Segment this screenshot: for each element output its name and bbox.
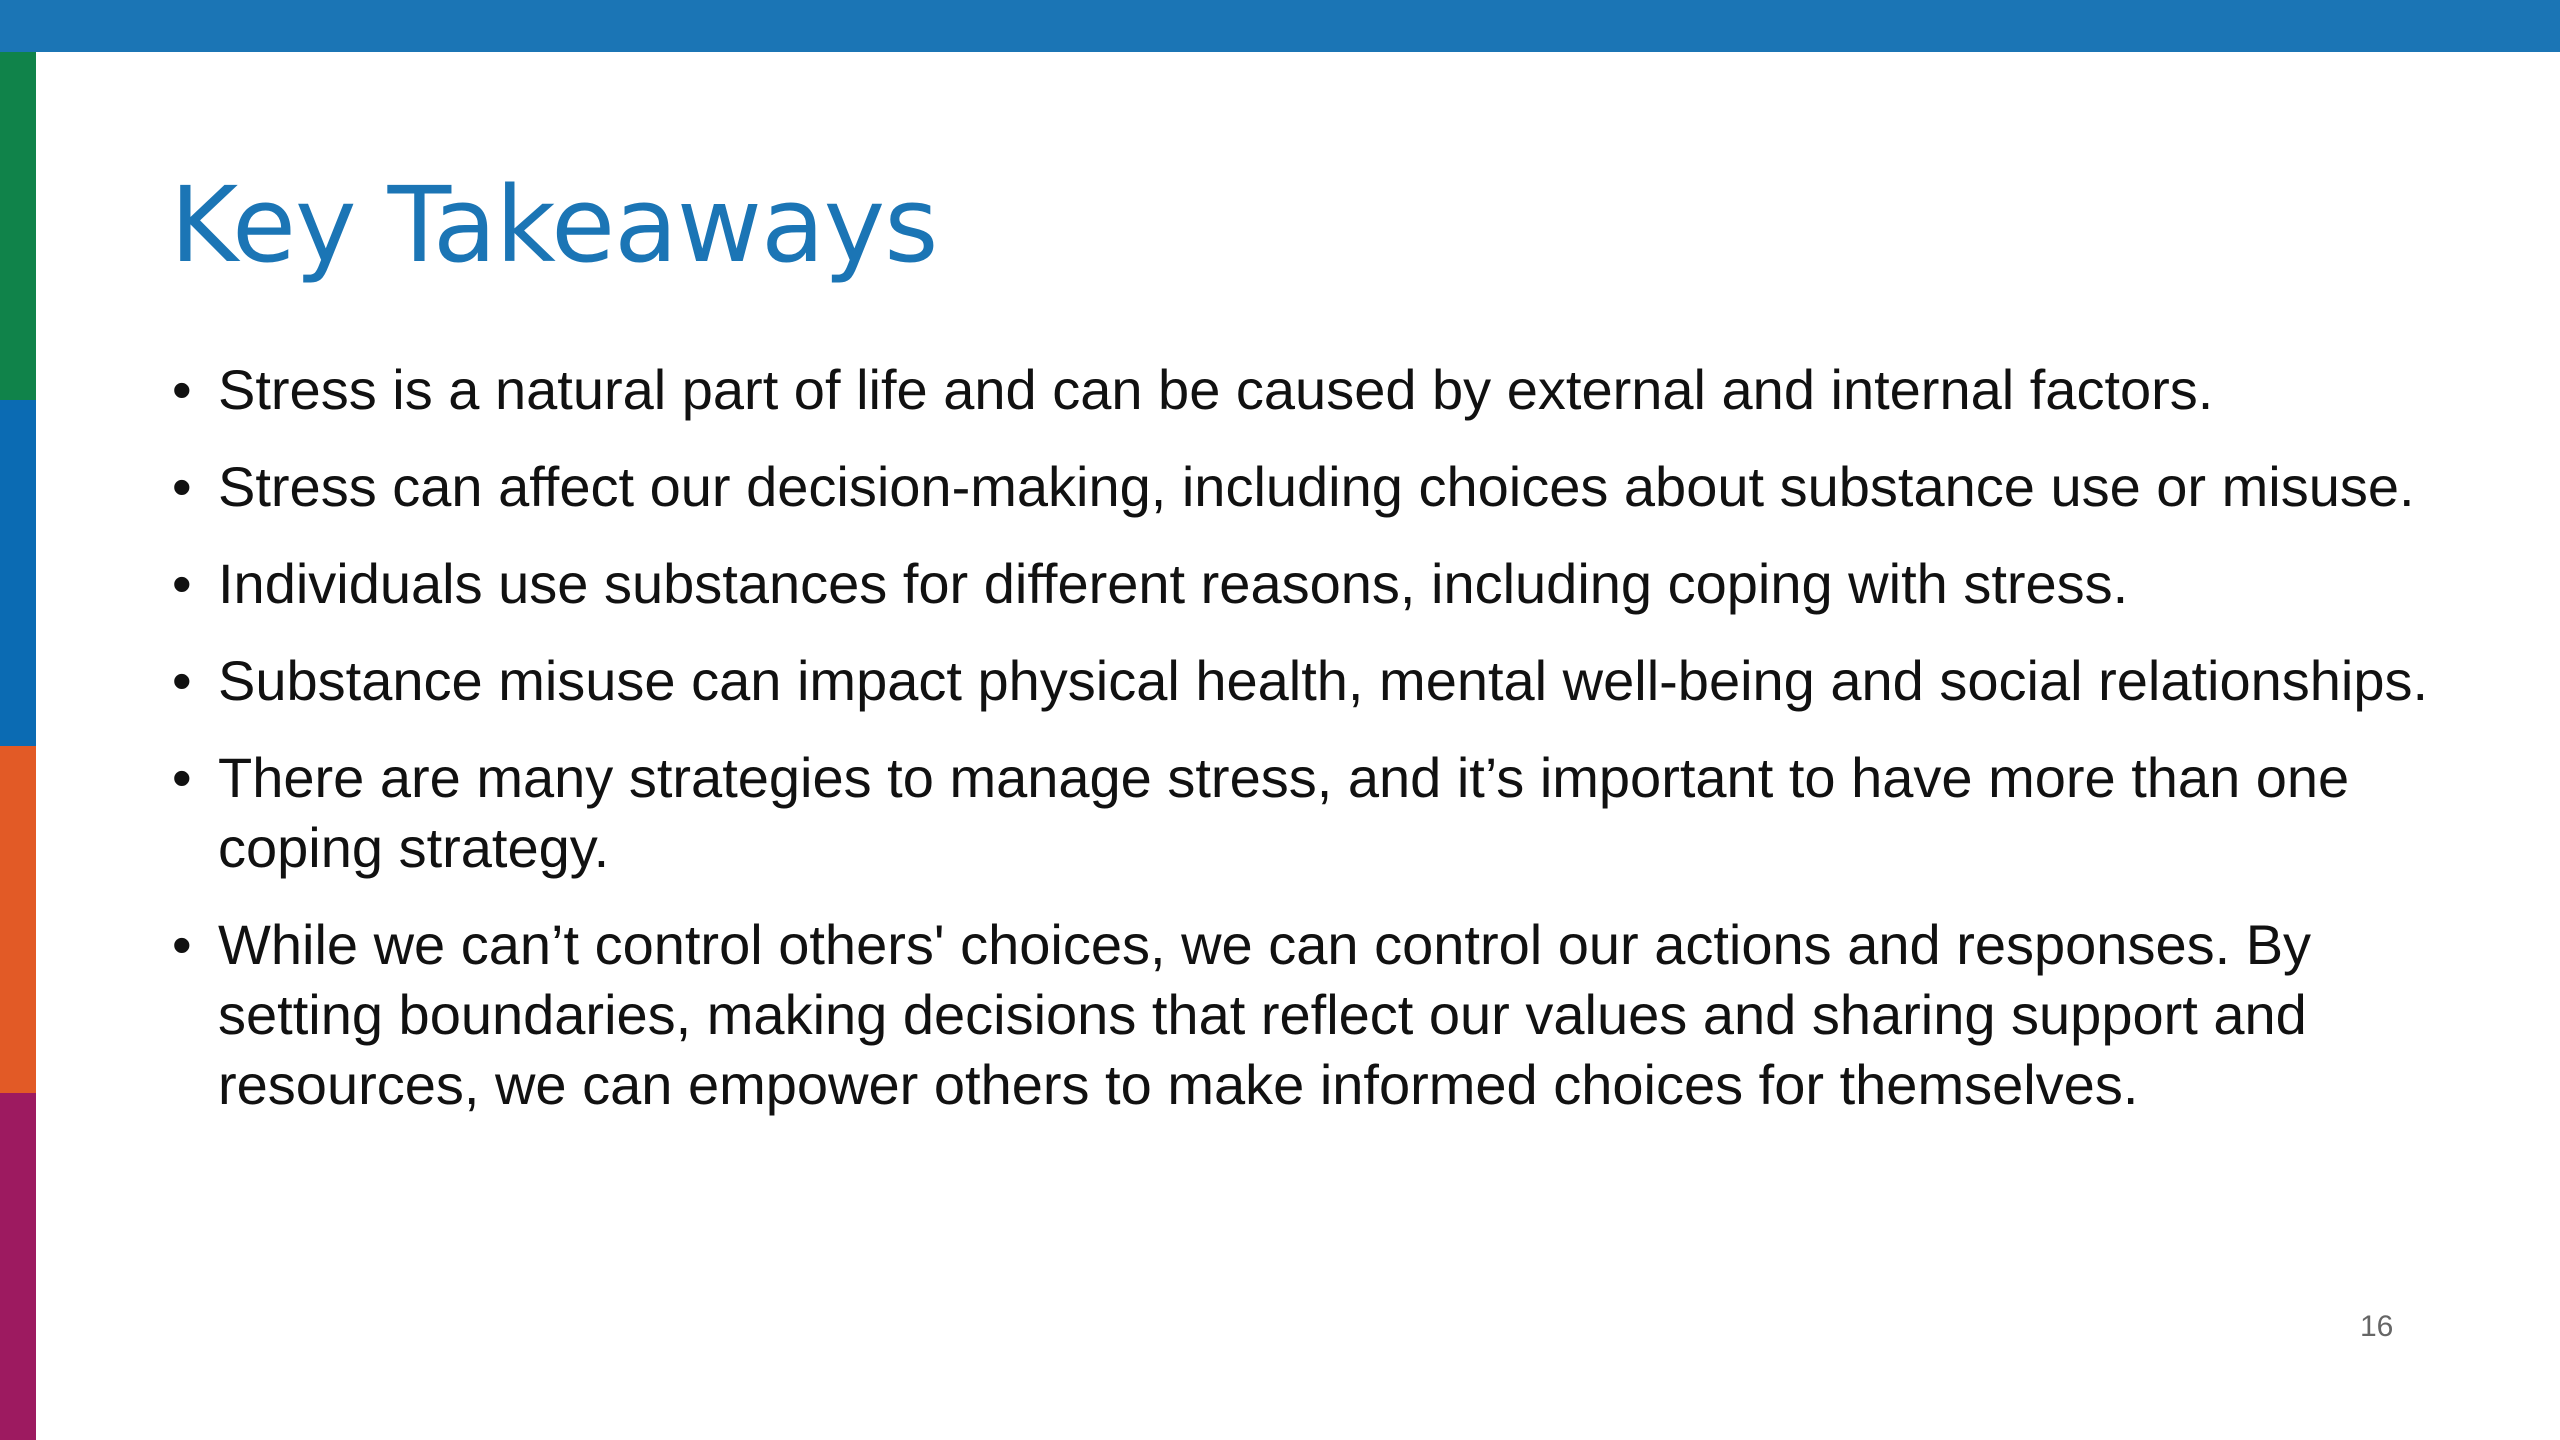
side-strip-magenta xyxy=(0,1093,36,1440)
bullet-item xyxy=(170,910,2470,1120)
page-number: 16 xyxy=(2360,1310,2394,1343)
bullet-text: There are many strategies to manage stress, and it’s important to have more than one coping strategy. xyxy=(218,746,2350,879)
bullet-marker: • xyxy=(172,649,192,712)
slide-title: Key Takeaways xyxy=(170,164,938,286)
bullet-item xyxy=(170,549,2470,619)
bullet-marker: • xyxy=(172,455,192,518)
side-strip-orange xyxy=(0,746,36,1093)
bullet-item xyxy=(170,646,2470,716)
bullet-text: Stress is a natural part of life and can be caused by external and internal factors. xyxy=(218,358,2214,421)
bullet-marker: • xyxy=(172,913,192,976)
bullet-text: While we can’t control others' choices, we can control our actions and responses. By setting boundaries, making decisions that reflect our values and sharing support and resources, we can empower others to make informed choices for themselves. xyxy=(218,913,2312,1116)
bullet-text: Stress can affect our decision-making, including choices about substance use or misuse. xyxy=(218,455,2415,518)
bullet-text: Individuals use substances for different reasons, including coping with stress. xyxy=(218,552,2129,615)
bullet-item xyxy=(170,355,2470,425)
side-strip-blue xyxy=(0,400,36,746)
bullet-marker: • xyxy=(172,552,192,615)
bullet-marker: • xyxy=(172,746,192,809)
bullet-text: Substance misuse can impact physical health, mental well-being and social relationships. xyxy=(218,649,2429,712)
top-accent-bar xyxy=(0,0,2560,52)
takeaways-list xyxy=(170,355,2470,1147)
bullet-item xyxy=(170,452,2470,522)
bullet-marker: • xyxy=(172,358,192,421)
bullet-item xyxy=(170,743,2470,883)
side-strip-green xyxy=(0,52,36,400)
